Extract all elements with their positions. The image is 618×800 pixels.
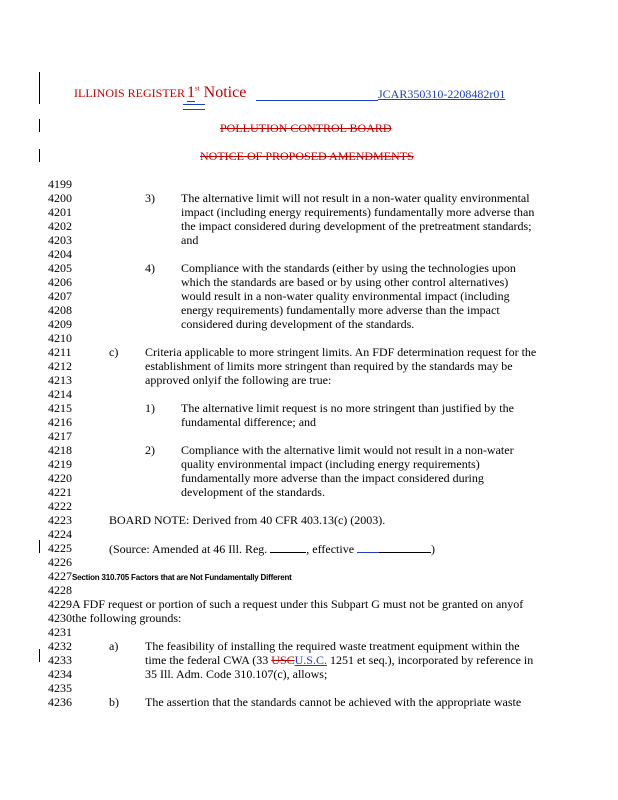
register-header: [74, 84, 246, 102]
item-label: 1): [145, 401, 155, 415]
source-note: [109, 541, 435, 556]
notice-label: Notice: [203, 84, 247, 101]
change-bar: [39, 540, 40, 553]
source-prefix: (Source: Amended at 46 Ill. Reg.: [109, 542, 271, 556]
line-number: 4217: [48, 429, 72, 443]
text-line: establishment of limits more stringent than required by the standards may be: [145, 359, 513, 373]
line-number: 4229: [48, 597, 72, 611]
text-line: which the standards are based or by using other control alternatives): [181, 275, 509, 289]
line-number: 4205: [48, 261, 72, 275]
page-number-suffix: st: [195, 84, 200, 93]
line-number: 4226: [48, 555, 72, 569]
change-bar: [39, 649, 40, 662]
change-bar: [39, 72, 40, 104]
line-number: 4206: [48, 275, 72, 289]
text-line: approved onlyif the following are true:: [145, 373, 332, 387]
line-number: 4223: [48, 513, 72, 527]
double-underline: [183, 104, 205, 110]
text-line: The feasibility of installing the required waste treatment equipment within the: [145, 639, 520, 653]
text-line: [145, 653, 533, 667]
line-number: 4215: [48, 401, 72, 415]
line-number: 4213: [48, 373, 72, 387]
text-line: The alternative limit will not result in a non-water quality environmental: [181, 191, 530, 205]
line-number: 4224: [48, 527, 72, 541]
text-line: Compliance with the alternative limit would not result in a non-water: [181, 443, 514, 457]
item-label: 3): [145, 191, 155, 205]
text-line: 35 Ill. Adm. Code 310.107(c), allows;: [145, 667, 328, 681]
line-number: 4233: [48, 653, 72, 667]
date-blank: [379, 552, 431, 553]
line-number: 4203: [48, 233, 72, 247]
board-title: POLLUTION CONTROL BOARD: [220, 121, 392, 135]
register-title: ILLINOIS REGISTER: [74, 86, 185, 100]
page-number: 1: [187, 84, 195, 101]
line-number: 4212: [48, 359, 72, 373]
line-number: 4227: [48, 569, 72, 583]
text-line: quality environmental impact (including energy requirements): [181, 457, 480, 471]
source-effective: , effective: [306, 542, 358, 556]
item-label: a): [109, 639, 119, 653]
text-line: A FDF request or portion of such a request under this Subpart G must not be granted on anyof: [72, 597, 524, 611]
text-line: impact (including energy requirements) fundamentally more adverse than: [181, 205, 535, 219]
text-line: fundamental difference; and: [181, 415, 317, 429]
item-label: 2): [145, 443, 155, 457]
line-number: 4232: [48, 639, 72, 653]
date-blank-blue: [357, 541, 379, 553]
jcar-id: JCAR350310-2208482r01: [378, 87, 506, 101]
line-number: 4231: [48, 625, 72, 639]
line-number: 4219: [48, 457, 72, 471]
text-line: Compliance with the standards (either by using the technologies upon: [181, 261, 516, 275]
line-number: 4218: [48, 443, 72, 457]
line-number: 4202: [48, 219, 72, 233]
text-line: The alternative limit request is no more stringent than justified by the: [181, 401, 514, 415]
board-note: BOARD NOTE: Derived from 40 CFR 403.13(c) (2003).: [109, 513, 386, 527]
line-number: 4222: [48, 499, 72, 513]
line-number: 4230: [48, 611, 72, 625]
line-number: 4221: [48, 485, 72, 499]
text-line: Criteria applicable to more stringent limits. An FDF determination request for the: [145, 345, 537, 359]
deleted-text: USC: [271, 653, 295, 667]
header-blank: [256, 87, 378, 101]
line-number: 4204: [48, 247, 72, 261]
text-line: energy requirements) fundamentally more adverse than the impact: [181, 303, 500, 317]
line-number: 4210: [48, 331, 72, 345]
line-number: 4225: [48, 541, 72, 555]
text-line: The assertion that the standards cannot be achieved with the appropriate waste: [145, 695, 522, 709]
line-number: 4236: [48, 695, 72, 709]
line-number: 4199: [48, 177, 72, 191]
inserted-text: U.S.C.: [294, 653, 327, 667]
line-number: 4216: [48, 415, 72, 429]
text-fragment: 1251 et seq.), incorporated by reference in: [326, 653, 534, 667]
item-label: b): [109, 695, 119, 709]
text-fragment: time the federal CWA (33: [145, 653, 272, 667]
text-line: considered during development of the standards.: [181, 317, 415, 331]
source-close: ): [431, 542, 436, 556]
text-line: would result in a non-water quality environmental impact (including: [181, 289, 510, 303]
line-number: 4214: [48, 387, 72, 401]
notice-title: NOTICE OF PROPOSED AMENDMENTS: [200, 149, 414, 163]
line-number: 4234: [48, 667, 72, 681]
line-number: 4220: [48, 471, 72, 485]
line-number: 4201: [48, 205, 72, 219]
text-line: fundamentally more adverse than the impact considered during: [181, 471, 484, 485]
change-bar: [39, 119, 40, 132]
text-line: and: [181, 233, 199, 247]
change-bar: [39, 149, 40, 162]
reg-blank: [270, 552, 306, 553]
line-number: 4209: [48, 317, 72, 331]
text-line: the following grounds:: [72, 611, 182, 625]
line-number: 4200: [48, 191, 72, 205]
line-number: 4211: [48, 345, 72, 359]
line-number: 4228: [48, 583, 72, 597]
line-number: 4207: [48, 289, 72, 303]
line-number: 4208: [48, 303, 72, 317]
section-heading: Section 310.705 Factors that are Not Fundamentally Different: [72, 573, 292, 582]
text-line: development of the standards.: [181, 485, 325, 499]
text-line: the impact considered during development of the pretreatment standards;: [181, 219, 532, 233]
line-number: 4235: [48, 681, 72, 695]
item-label: c): [109, 345, 119, 359]
item-label: 4): [145, 261, 155, 275]
